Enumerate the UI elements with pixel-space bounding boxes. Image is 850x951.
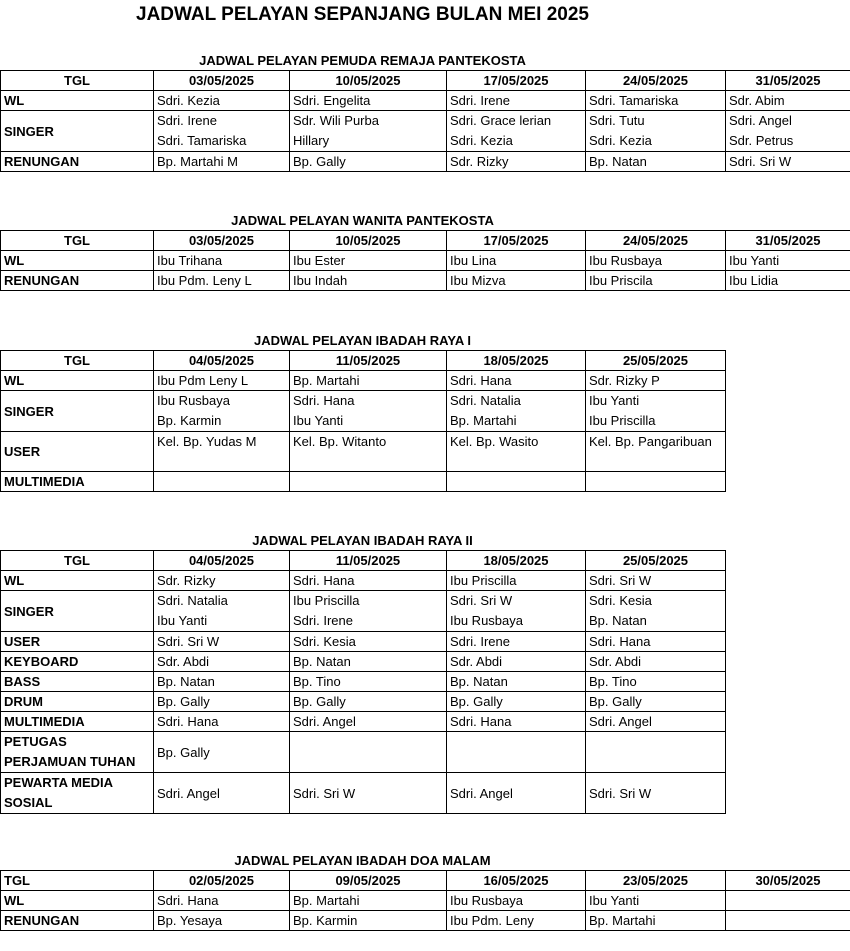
table-row [1,351,726,371]
cell-line: Ibu Rusbaya [450,613,523,628]
table-cell [154,391,290,432]
cell-line: Ibu Yanti [157,613,208,628]
date-header: 11/05/2025 [290,551,447,571]
table-cell [290,111,447,152]
table-cell: Bp. Karmin [290,911,447,931]
table-cell [447,732,586,773]
table-cell: Sdri. Angel [154,773,290,814]
table-cell: Bp. Martahi [290,371,447,391]
row-label-multimedia: MULTIMEDIA [1,712,154,732]
table-cell: Ibu Lidia [726,271,850,291]
table-row [1,472,726,492]
table-cell: Sdri. Hana [290,571,447,591]
date-header: 03/05/2025 [154,231,290,251]
cell-line: Bp. Natan [589,613,647,628]
table-cell: Sdri. Hana [447,712,586,732]
cell-line: Ibu Yanti [293,413,344,428]
table-cell: Ibu Rusbaya [447,891,586,911]
table-wanita [0,230,850,291]
cell-line: Sdri. Natalia [157,593,228,608]
section-title-pemuda: JADWAL PELAYAN PEMUDA REMAJA PANTEKOSTA [199,53,526,68]
date-header: 04/05/2025 [154,351,290,371]
table-cell [586,391,726,432]
table-cell [447,391,586,432]
cell-line: Ibu Priscilla [293,593,360,608]
table-cell: Ibu Rusbaya [586,251,726,271]
table-row [1,891,850,911]
table-cell [726,111,850,152]
table-cell: Sdri. Kezia [154,91,290,111]
date-header: 23/05/2025 [586,871,726,891]
table-cell: Bp. Yesaya [154,911,290,931]
date-header: 24/05/2025 [586,71,726,91]
cell-line: Ibu Priscilla [589,413,656,428]
table-cell: Sdr. Abdi [154,652,290,672]
row-label-renungan: RENUNGAN [1,152,154,172]
tgl-header: TGL [1,71,154,91]
table-row [1,652,726,672]
table-row [1,152,850,172]
table-cell [154,472,290,492]
cell-line: Sdr. Petrus [729,133,794,148]
table-row [1,432,726,472]
table-cell: Bp. Gally [447,692,586,712]
table-cell: Bp. Martahi [290,891,447,911]
table-row [1,551,726,571]
cell-line: Bp. Karmin [157,413,222,428]
date-header: 31/05/2025 [726,231,850,251]
row-label-wl: WL [1,371,154,391]
table-cell: Sdri. Engelita [290,91,447,111]
date-header: 30/05/2025 [726,871,850,891]
row-label-medsos: PEWARTA MEDIA SOSIAL [1,773,154,814]
table-row [1,391,726,432]
table-cell: Bp. Martahi [586,911,726,931]
cell-line: Ibu Rusbaya [157,393,230,408]
cell-line: Bp. Martahi [450,413,517,428]
row-label-singer: SINGER [1,111,154,152]
row-label-wl: WL [1,91,154,111]
table-cell: Sdr. Rizky [447,152,586,172]
table-cell: Ibu Priscila [586,271,726,291]
table-cell: Sdri. Hana [154,891,290,911]
table-cell [290,391,447,432]
row-label-wl: WL [1,251,154,271]
table-cell: Bp. Gally [154,692,290,712]
table-row [1,91,850,111]
table-cell: Sdri. Tamariska [586,91,726,111]
date-header: 18/05/2025 [447,351,586,371]
table-row [1,911,850,931]
table-cell: Ibu Mizva [447,271,586,291]
table-row [1,231,850,251]
cell-line: Sdri. Kesia [589,593,652,608]
table-row [1,632,726,652]
cell-line: Sdri. Angel [729,113,792,128]
table-cell: Bp. Tino [290,672,447,692]
table-cell [447,591,586,632]
table-row [1,251,850,271]
row-label-singer: SINGER [1,591,154,632]
date-header: 17/05/2025 [447,231,586,251]
table-cell: Ibu Lina [447,251,586,271]
table-cell: Ibu Yanti [586,891,726,911]
table-cell: Sdri. Angel [447,773,586,814]
table-cell: Sdri. Angel [290,712,447,732]
row-label-renungan: RENUNGAN [1,271,154,291]
section-title-wanita: JADWAL PELAYAN WANITA PANTEKOSTA [231,213,494,228]
table-cell: Ibu Indah [290,271,447,291]
table-cell: Kel. Bp. Wasito [447,432,586,472]
cell-line: Sdri. Sri W [450,593,513,608]
row-label-bass: BASS [1,672,154,692]
cell-line: Sdri. Irene [293,613,353,628]
table-cell [290,732,447,773]
table-row [1,71,850,91]
table-doa [0,870,850,931]
table-cell: Sdri. Irene [447,91,586,111]
table-cell: Sdri. Hana [154,712,290,732]
row-label-keyboard: KEYBOARD [1,652,154,672]
cell-line: Sdr. Wili Purba [293,113,379,128]
table-cell: Ibu Pdm. Leny L [154,271,290,291]
table-cell: Kel. Bp. Pangaribuan [586,432,726,472]
table-row [1,773,726,814]
date-header: 31/05/2025 [726,71,850,91]
table-cell: Sdr. Abdi [586,652,726,672]
date-header: 17/05/2025 [447,71,586,91]
table-cell: Sdri. Sri W [586,571,726,591]
table-cell [447,472,586,492]
cell-line: Sdri. Tutu [589,113,645,128]
date-header: 03/05/2025 [154,71,290,91]
cell-line: Sdri. Natalia [450,393,521,408]
table-cell: Sdri. Hana [586,632,726,652]
table-row [1,591,726,632]
table-cell: Sdri. Hana [447,371,586,391]
table-cell: Ibu Pdm Leny L [154,371,290,391]
table-cell: Bp. Natan [290,652,447,672]
table-cell: Bp. Natan [154,672,290,692]
date-header: 25/05/2025 [586,351,726,371]
section-title-doa: JADWAL PELAYAN IBADAH DOA MALAM [234,853,491,868]
table-row [1,732,726,773]
table-row [1,371,726,391]
table-row [1,692,726,712]
date-header: 24/05/2025 [586,231,726,251]
table-cell [726,891,850,911]
date-header: 09/05/2025 [290,871,447,891]
date-header: 25/05/2025 [586,551,726,571]
row-label-multimedia: MULTIMEDIA [1,472,154,492]
date-header: 16/05/2025 [447,871,586,891]
section-title-raya1: JADWAL PELAYAN IBADAH RAYA I [254,333,471,348]
table-cell: Bp. Martahi M [154,152,290,172]
table-cell: Sdri. Irene [447,632,586,652]
cell-line: Sdri. Irene [157,113,217,128]
table-cell [586,732,726,773]
table-cell: Bp. Natan [447,672,586,692]
table-raya1 [0,350,726,492]
table-cell: Bp. Gally [290,692,447,712]
table-cell: Kel. Bp. Witanto [290,432,447,472]
row-label-singer: SINGER [1,391,154,432]
section-title-raya2: JADWAL PELAYAN IBADAH RAYA II [252,533,473,548]
cell-line: Hillary [293,133,330,148]
table-cell: Bp. Gally [290,152,447,172]
table-cell [447,111,586,152]
tgl-header: TGL [1,351,154,371]
date-header: 18/05/2025 [447,551,586,571]
cell-line: Ibu Yanti [589,393,640,408]
table-cell: Bp. Natan [586,152,726,172]
table-cell [586,111,726,152]
table-cell: Ibu Yanti [726,251,850,271]
table-cell [154,111,290,152]
table-cell: Sdr. Abdi [447,652,586,672]
table-cell: Sdr. Rizky [154,571,290,591]
row-label-user: USER [1,432,154,472]
table-cell: Sdr. Abim [726,91,850,111]
page-title: JADWAL PELAYAN SEPANJANG BULAN MEI 2025 [136,4,589,25]
table-cell: Ibu Priscilla [447,571,586,591]
table-cell: Sdri. Kesia [290,632,447,652]
cell-line: Sdri. Tamariska [157,133,247,148]
table-cell [726,911,850,931]
table-cell [586,472,726,492]
row-label-wl: WL [1,891,154,911]
row-label-renungan: RENUNGAN [1,911,154,931]
table-row [1,712,726,732]
table-cell [290,591,447,632]
table-row [1,672,726,692]
row-label-perjamuan: PETUGAS PERJAMUAN TUHAN [1,732,154,773]
table-cell: Ibu Ester [290,251,447,271]
date-header: 10/05/2025 [290,71,447,91]
table-cell: Sdri. Sri W [726,152,850,172]
tgl-header: TGL [1,231,154,251]
table-cell: Sdri. Angel [586,712,726,732]
table-cell: Sdr. Rizky P [586,371,726,391]
table-row [1,571,726,591]
cell-line: Sdri. Kezia [450,133,513,148]
table-cell: Sdri. Sri W [154,632,290,652]
row-label-user: USER [1,632,154,652]
date-header: 02/05/2025 [154,871,290,891]
table-row [1,871,850,891]
table-cell: Bp. Gally [154,732,290,773]
cell-line: Sdri. Hana [293,393,355,408]
table-cell: Bp. Tino [586,672,726,692]
date-header: 10/05/2025 [290,231,447,251]
date-header: 04/05/2025 [154,551,290,571]
table-cell [290,472,447,492]
date-header: 11/05/2025 [290,351,447,371]
table-cell: Kel. Bp. Yudas M [154,432,290,472]
table-row [1,111,850,152]
table-cell [586,591,726,632]
tgl-header: TGL [1,551,154,571]
tgl-header: TGL [1,871,154,891]
table-cell: Ibu Pdm. Leny [447,911,586,931]
table-cell: Ibu Trihana [154,251,290,271]
table-pemuda [0,70,850,172]
cell-line: Sdri. Grace lerian [450,113,552,128]
cell-line: Sdri. Kezia [589,133,652,148]
row-label-drum: DRUM [1,692,154,712]
table-raya2 [0,550,726,814]
table-row [1,271,850,291]
table-cell: Sdri. Sri W [586,773,726,814]
row-label-wl: WL [1,571,154,591]
table-cell: Bp. Gally [586,692,726,712]
table-cell [154,591,290,632]
table-cell: Sdri. Sri W [290,773,447,814]
